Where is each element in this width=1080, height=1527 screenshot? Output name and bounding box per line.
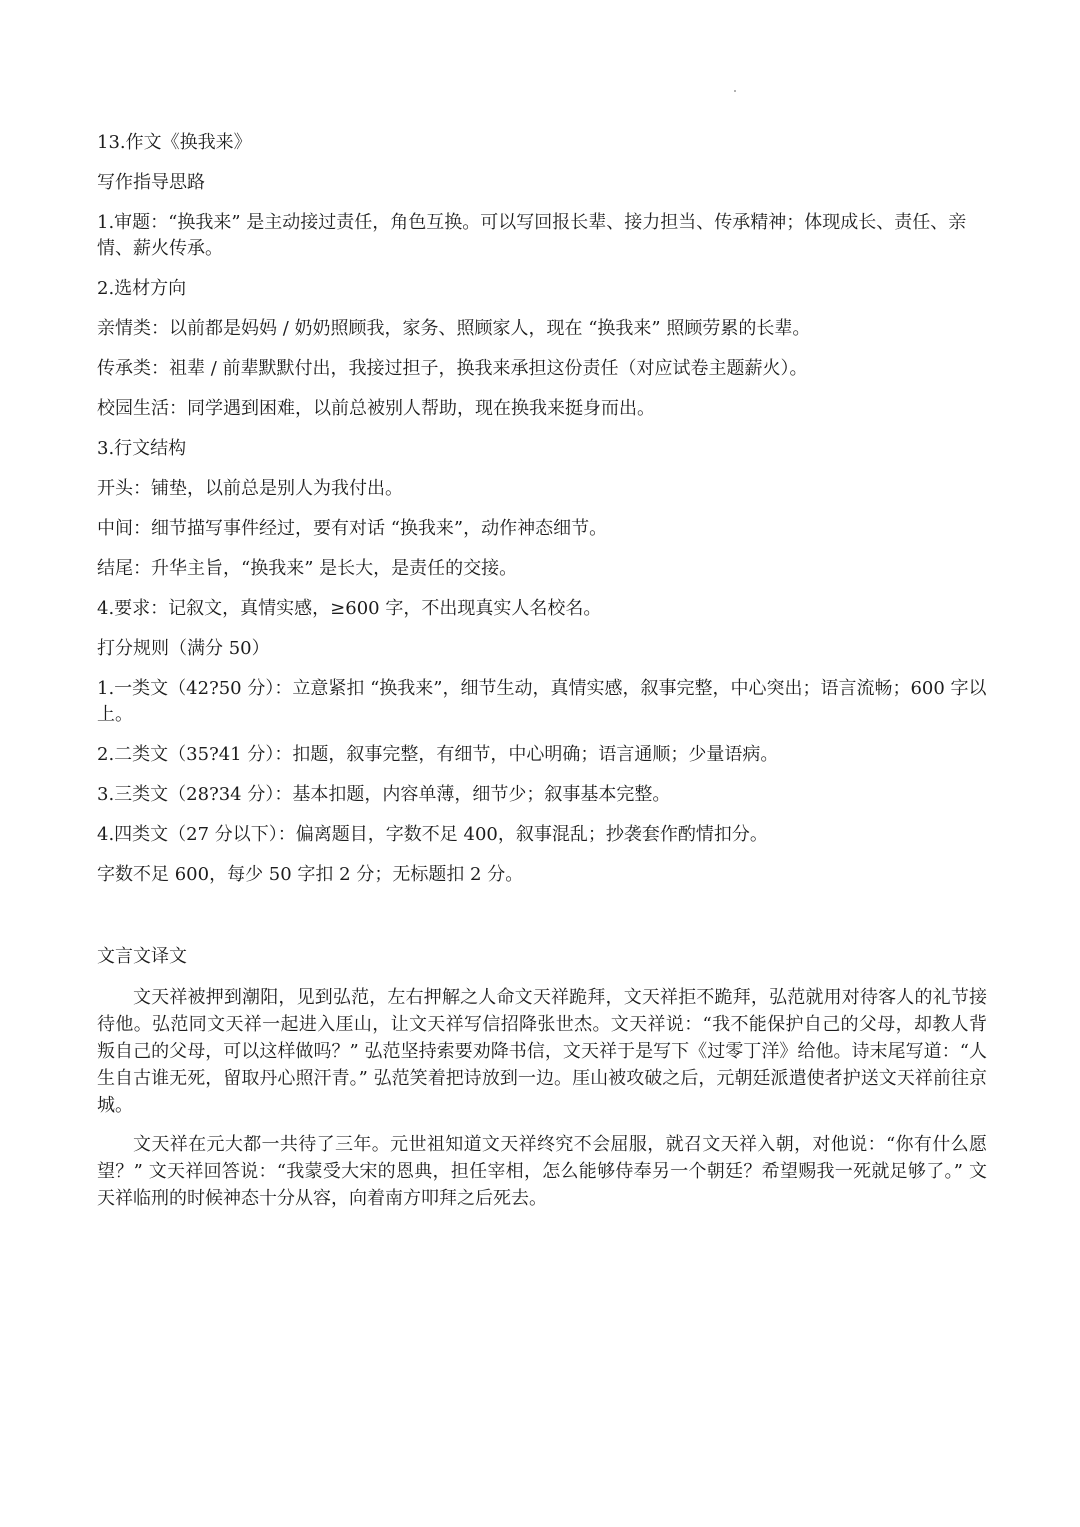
- score-tier-2: 2.二类文（35?41 分）：扣题，叙事完整，有细节，中心明确；语言通顺；少量语病。: [97, 744, 779, 765]
- document-page: [97, 130, 987, 1224]
- score-tier-3: 3.三类文（28?34 分）：基本扣题，内容单薄，细节少；叙事基本完整。: [97, 784, 671, 805]
- translation-paragraph-2: 文天祥在元大都一共待了三年。元世祖知道文天祥终究不会屈服，就召文天祥入朝，对他说：“你有什么愿望？” 文天祥回答说：“我蒙受大宋的恩典，担任宰相，怎么能够侍奉另一个朝廷？希望赐我一死就足够了。” 文天祥临刑的时候神态十分从容，向着南方叩拜之后死去。: [97, 1134, 987, 1209]
- word-count-deduction: 字数不足 600，每少 50 字扣 2 分；无标题扣 2 分。: [97, 864, 524, 885]
- topic-analysis: 1.审题：“换我来” 是主动接过责任，角色互换。可以写回报长辈、接力担当、传承精神；体现成长、责任、亲情、薪火传承。: [97, 212, 967, 259]
- structure-middle: 中间：细节描写事件经过，要有对话 “换我来”，动作神态细节。: [97, 518, 608, 539]
- structure-heading: 3.行文结构: [97, 438, 187, 459]
- structure-ending: 结尾：升华主旨，“换我来” 是长大，是责任的交接。: [97, 558, 518, 579]
- score-tier-4: 4.四类文（27 分以下）：偏离题目，字数不足 400，叙事混乱；抄袭套作酌情扣分。: [97, 824, 768, 845]
- structure-opening: 开头：铺垫，以前总是别人为我付出。: [97, 478, 403, 499]
- translation-heading: 文言文译文: [97, 946, 187, 967]
- scoring-heading: 打分规则（满分 50）: [97, 638, 270, 659]
- essay-title: 13.作文《换我来》: [97, 132, 252, 153]
- requirements: 4.要求：记叙文，真情实感，≥600 字，不出现真实人名校名。: [97, 598, 602, 619]
- scan-speck: [734, 90, 736, 92]
- material-heritage: 传承类：祖辈 / 前辈默默付出，我接过担子，换我来承担这份责任（对应试卷主题薪火）。: [97, 358, 808, 379]
- material-campus: 校园生活：同学遇到困难，以前总被别人帮助，现在换我来挺身而出。: [97, 398, 655, 419]
- translation-paragraph-1: 文天祥被押到潮阳，见到弘范，左右押解之人命文天祥跪拜，文天祥拒不跪拜，弘范就用对待客人的礼节接待他。弘范同文天祥一起进入厓山，让文天祥写信招降张世杰。文天祥说：“我不能保护自己的父母，却教人背叛自己的父母，可以这样做吗？” 弘范坚持索要劝降书信，文天祥于是写下《过零丁洋》给他。诗末尾写道：“人生自古谁无死，留取丹心照汗青。” 弘范笑着把诗放到一边。厓山被攻破之后，元朝廷派遣使者护送文天祥前往京城。: [97, 987, 987, 1116]
- material-heading: 2.选材方向: [97, 278, 187, 299]
- section-gap: [97, 902, 987, 944]
- guide-heading: 写作指导思路: [97, 172, 205, 193]
- material-family: 亲情类：以前都是妈妈 / 奶奶照顾我，家务、照顾家人，现在 “换我来” 照顾劳累的长辈。: [97, 318, 811, 339]
- score-tier-1: 1.一类文（42?50 分）：立意紧扣 “换我来”，细节生动，真情实感，叙事完整，中心突出；语言流畅；600 字以上。: [97, 678, 987, 725]
